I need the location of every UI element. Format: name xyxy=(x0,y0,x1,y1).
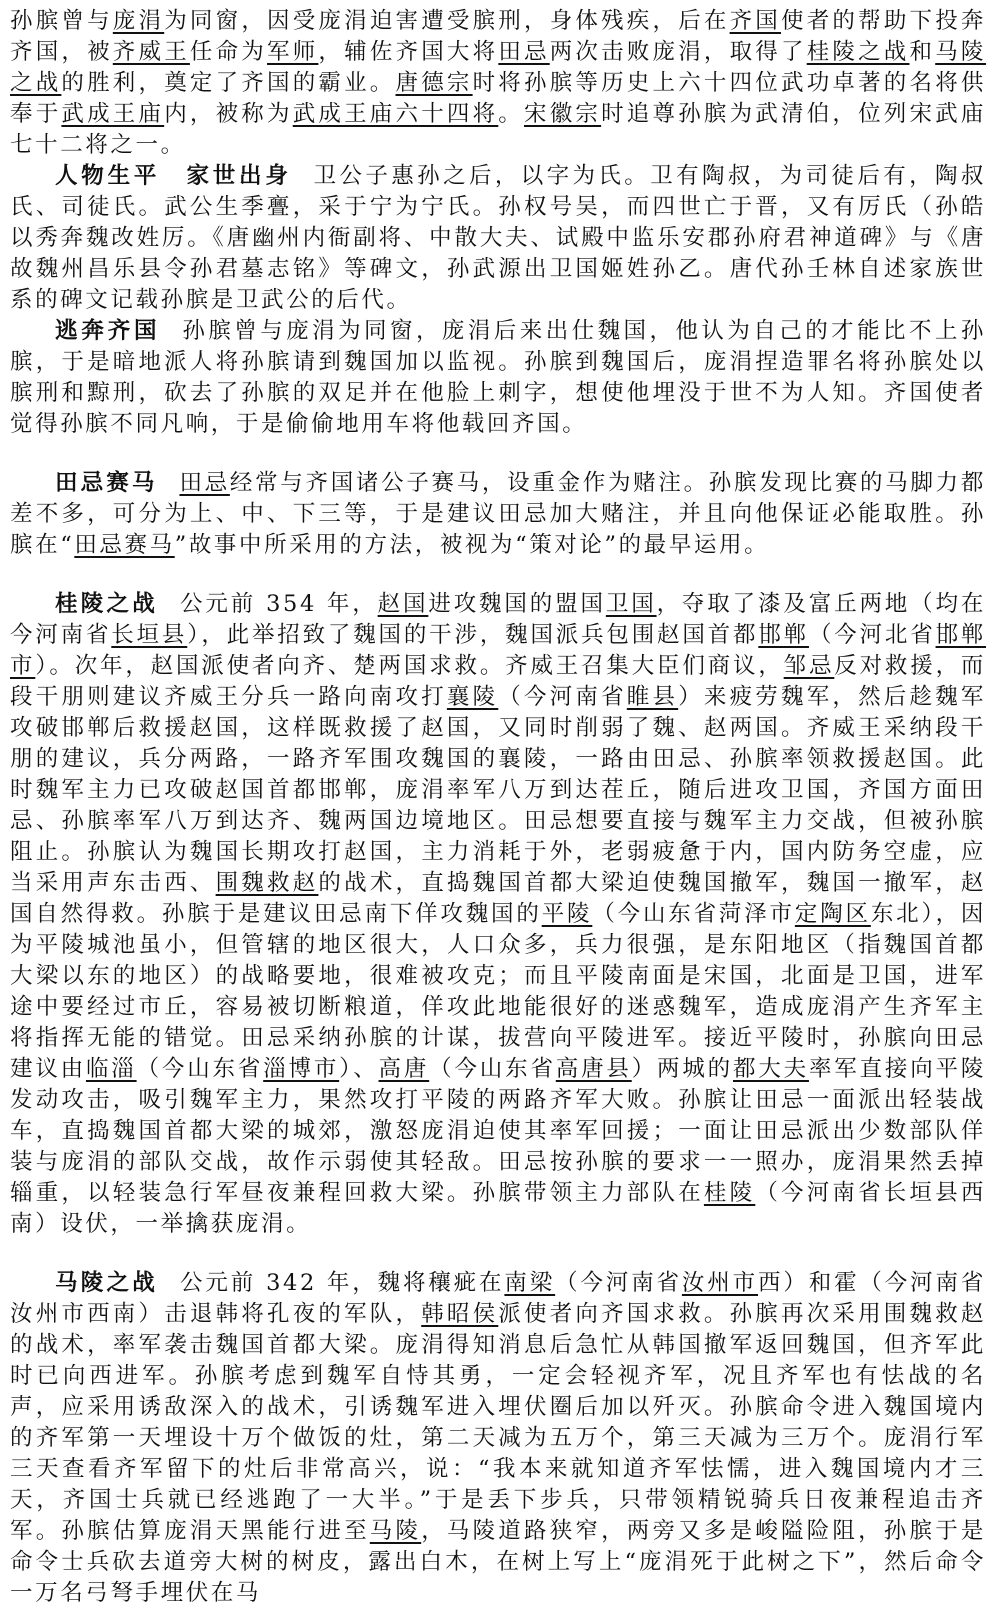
text-run: ）、 xyxy=(339,1056,379,1082)
text-run: 反对救援，而段干朋则建议齐威王分兵一路向南攻打 xyxy=(10,653,986,710)
text-run: 。 xyxy=(498,101,524,127)
term-link[interactable]: 高唐 xyxy=(378,1056,430,1082)
term-link[interactable]: 马陵之战 xyxy=(10,39,987,96)
text-run: 使者的帮助下投奔齐国，被 xyxy=(10,8,987,65)
term-link[interactable]: 临淄 xyxy=(85,1056,137,1082)
term-link[interactable]: 武成王庙六十四将 xyxy=(292,101,499,127)
text-run: 时追尊孙膑为武清伯，位列宋武庙七十二将之一。 xyxy=(10,101,986,158)
text-run: ，马陵道路狭窄，两旁又多是峻隘险阻，孙膑于是命令士兵砍去道旁大树的树皮，露出白木，在树上写上“庞涓死于此树之下”，然后命令一万名弓弩手埋伏在马 xyxy=(10,1518,986,1606)
section-heading: 田忌赛马 xyxy=(55,470,158,496)
paragraph-battle-maling xyxy=(10,1268,986,1609)
text-run: （今山东省 xyxy=(136,1056,264,1082)
term-link[interactable]: 卫国 xyxy=(605,591,657,617)
section-heading: 人物生平 家世出身 xyxy=(55,163,292,189)
term-link[interactable]: 齐威王 xyxy=(112,39,190,65)
text-run: ）两城的 xyxy=(631,1056,733,1082)
term-link[interactable]: 韩昭侯 xyxy=(421,1301,499,1327)
text-run: 两次击败庞涓，取得了 xyxy=(549,39,807,65)
text-run: 卫公子惠孙之后，以字为氏。卫有陶叔，为司徒后有，陶叔氏、司徒氏。武公生季亹，采于宁为宁氏。孙权号吴，而四世亡于晋，又有厉氏（孙皓以秀奔魏改姓厉。《唐幽州内衙副将、中散大夫、试殿中监乐安郡孙府君神道碑》与《唐故魏州昌乐县令孙君墓志铭》等碑文，孙武源出卫国姬姓孙乙。唐代孙壬林自述家族世系的碑文记载孙膑是卫武公的后代。 xyxy=(10,163,986,313)
term-link[interactable]: 宋徽宗 xyxy=(524,101,602,127)
text-run: （今山东省菏泽市 xyxy=(592,901,795,927)
term-link[interactable]: 长垣县 xyxy=(111,622,188,648)
text-run: 进攻魏国的盟国 xyxy=(428,591,606,617)
term-link[interactable]: 邯郸市 xyxy=(10,622,986,679)
text-run: 的战术，直捣魏国首都大梁迫使魏国撤军，魏国一撤军，赵国自然得救。孙膑于是建议田忌南下佯攻魏国的 xyxy=(10,870,987,927)
term-link[interactable]: 高唐县 xyxy=(555,1056,632,1082)
text-run: ，辅佐齐国大将 xyxy=(318,39,499,65)
term-link[interactable]: 定陶区 xyxy=(794,901,871,927)
term-link[interactable]: 田忌 xyxy=(498,39,550,65)
term-link[interactable]: 南梁 xyxy=(504,1270,556,1296)
text-run: ”故事中所采用的方法，被视为“策对论”的最早运用。 xyxy=(174,532,770,558)
term-link[interactable]: 都大夫 xyxy=(733,1056,809,1082)
text-run: 经常与齐国诸公子赛马，设重金作为赌注。孙膑发现比赛的马脚力都差不多，可分为上、中、下三等，于是建议田忌加大赌注，并且向他保证必能取胜。孙膑在“ xyxy=(10,470,986,558)
section-heading: 逃奔齐国 xyxy=(55,318,161,344)
text-run: 的胜利，奠定了齐国的霸业。 xyxy=(61,70,396,96)
text-run: 时将孙膑等历史上六十四位武功卓著的名将供奉于 xyxy=(10,70,986,127)
text-run: （今河北省 xyxy=(808,622,936,648)
text-run: ），此举招致了魏国的干涉，魏国派兵包围赵国首都 xyxy=(187,622,759,648)
paragraph-intro xyxy=(10,6,986,161)
term-link[interactable]: 齐国 xyxy=(729,8,782,34)
paragraph-gap xyxy=(10,1240,986,1268)
paragraph-gap xyxy=(10,440,986,468)
text-run: 东北），因为平陵城池虽小，但管辖的地区很大，人口众多，兵力很强，是东阳地区（指魏国首都大梁以东的地区）的战略要地，很难被攻克；而且平陵南面是宋国，北面是卫国，进军途中要经过市丘，容易被切断粮道，佯攻此地能很好的迷惑魏军，造成庞涓产生齐军主将指挥无能的错觉。田忌采纳孙膑的计谋，拔营向平陵进军。接近平陵时，孙膑向田忌建议由 xyxy=(10,901,986,1082)
paragraph-gap xyxy=(10,561,986,589)
text-run: 任命为 xyxy=(189,39,268,65)
term-link[interactable]: 军师 xyxy=(267,39,319,65)
text-run: ，夺取了漆及富丘两地（均在今河南省 xyxy=(10,591,986,648)
term-link[interactable]: 睢县 xyxy=(626,684,679,710)
term-link[interactable]: 平陵 xyxy=(541,901,593,927)
term-link[interactable]: 田忌 xyxy=(179,470,230,496)
text-run: ）。次年，赵国派使者向齐、楚两国求救。齐威王召集大臣们商议， xyxy=(35,653,784,679)
text-run: ）来疲劳魏军，然后趁魏军攻破邯郸后救援赵国，这样既救援了赵国，又同时削弱了魏、赵两国。齐威王采纳段干朋的建议，兵分两路，一路齐军围攻魏国的襄陵，一路由田忌、孙膑率领救援赵国。此时魏军主力已攻破赵国首都邯郸，庞涓率军八万到达茬丘，随后进攻卫国，齐国方面田忌、孙膑率军八万到达齐、魏两国边境地区。田忌想要直接与魏军主力交战，但被孙膑阻止。孙膑认为魏国长期攻打赵国，主力消耗于外，老弱疲惫于内，国内防务空虚，应当采用声东击西、 xyxy=(10,684,986,896)
term-link[interactable]: 邯郸 xyxy=(758,622,809,648)
text-run: 为同窗，因受庞涓迫害遭受膑刑，身体残疾，后在 xyxy=(164,8,730,34)
text-run: 率军直接向平陵发动攻击，吸引魏军主力，果然攻打平陵的两路齐军大败。孙膑让田忌一面派出轻装战车，直捣魏国首都大梁的城郊，激怒庞涓迫使其率军回援；一面让田忌派出少数部队佯装与庞涓的部队交战，故作示弱使其轻敌。田忌按孙膑的要求一一照办，庞涓果然丢掉辎重，以轻装急行军昼夜兼程回救大梁。孙膑带领主力部队在 xyxy=(10,1056,986,1206)
term-link[interactable]: 襄陵 xyxy=(446,684,499,710)
text-run: （今山东省 xyxy=(429,1056,556,1082)
paragraph-flee-to-qi xyxy=(10,316,986,440)
term-link[interactable]: 桂陵之战 xyxy=(806,39,910,65)
text-run: 派使者向齐国求救。孙膑再次采用围魏救赵的战术，率军袭击魏国首都大梁。庞涓得知消息后急忙从韩国撤军返回魏国，但齐军此时已向西进军。孙膑考虑到魏军自恃其勇，一定会轻视齐军，况且齐军也有怯战的名声，应采用诱敌深入的战术，引诱魏军进入埋伏圈后加以歼灭。孙膑命令进入魏国境内的齐军第一天埋设十万个做饭的灶，第二天减为五万个，第三天减为三万个。庞涓行军三天查看齐军留下的灶后非常高兴，说：“我本来就知道齐军怯懦，进入魏国境内才三天，齐国士兵就已经逃跑了一大半。”于是丢下步兵，只带领精锐骑兵日夜兼程追击齐军。孙膑估算庞涓天黑能行进至 xyxy=(10,1301,986,1544)
term-link[interactable]: 武成王庙 xyxy=(61,101,165,127)
term-link[interactable]: 赵国 xyxy=(377,591,429,617)
term-link[interactable]: 唐德宗 xyxy=(395,70,473,96)
term-link[interactable]: 淄博市 xyxy=(263,1056,340,1082)
section-heading: 桂陵之战 xyxy=(55,591,159,617)
section-heading: 马陵之战 xyxy=(55,1270,159,1296)
paragraph-family-background xyxy=(10,161,986,316)
text-run: 内，被称为 xyxy=(164,101,293,127)
term-link[interactable]: 庞涓 xyxy=(112,8,165,34)
text-run: （今河南省 xyxy=(498,684,627,710)
term-link[interactable]: 田忌赛马 xyxy=(74,532,175,558)
text-run: 西）和霍（今河南省汝州市西南）击退韩将孔夜的军队， xyxy=(10,1270,986,1327)
term-link[interactable]: 邹忌 xyxy=(783,653,835,679)
text-run: 孙膑曾与 xyxy=(10,8,113,34)
term-link[interactable]: 汝州市 xyxy=(681,1270,758,1296)
term-link[interactable]: 围魏救赵 xyxy=(215,870,319,896)
term-link[interactable]: 马陵 xyxy=(369,1518,422,1544)
text-run: （今河南省长垣县西南）设伏，一举擒获庞涓。 xyxy=(10,1180,987,1237)
text-run: 公元前 354 年， xyxy=(180,591,378,617)
text-run: 公元前 342 年，魏将穰疵在 xyxy=(180,1270,505,1296)
paragraph-battle-guiling xyxy=(10,589,986,1240)
term-link[interactable]: 桂陵 xyxy=(703,1180,756,1206)
text-run: （今河南省 xyxy=(555,1270,682,1296)
paragraph-horse-race xyxy=(10,468,986,561)
text-run: 孙膑曾与庞涓为同窗，庞涓后来出仕魏国，他认为自己的才能比不上孙膑，于是暗地派人将孙膑请到魏国加以监视。孙膑到魏国后，庞涓捏造罪名将孙膑处以膑刑和黥刑，砍去了孙膑的双足并在他脸上刺字，想使他埋没于世不为人知。齐国使者觉得孙膑不同凡响，于是偷偷地用车将他载回齐国。 xyxy=(10,318,986,437)
text-run: 和 xyxy=(909,39,936,65)
